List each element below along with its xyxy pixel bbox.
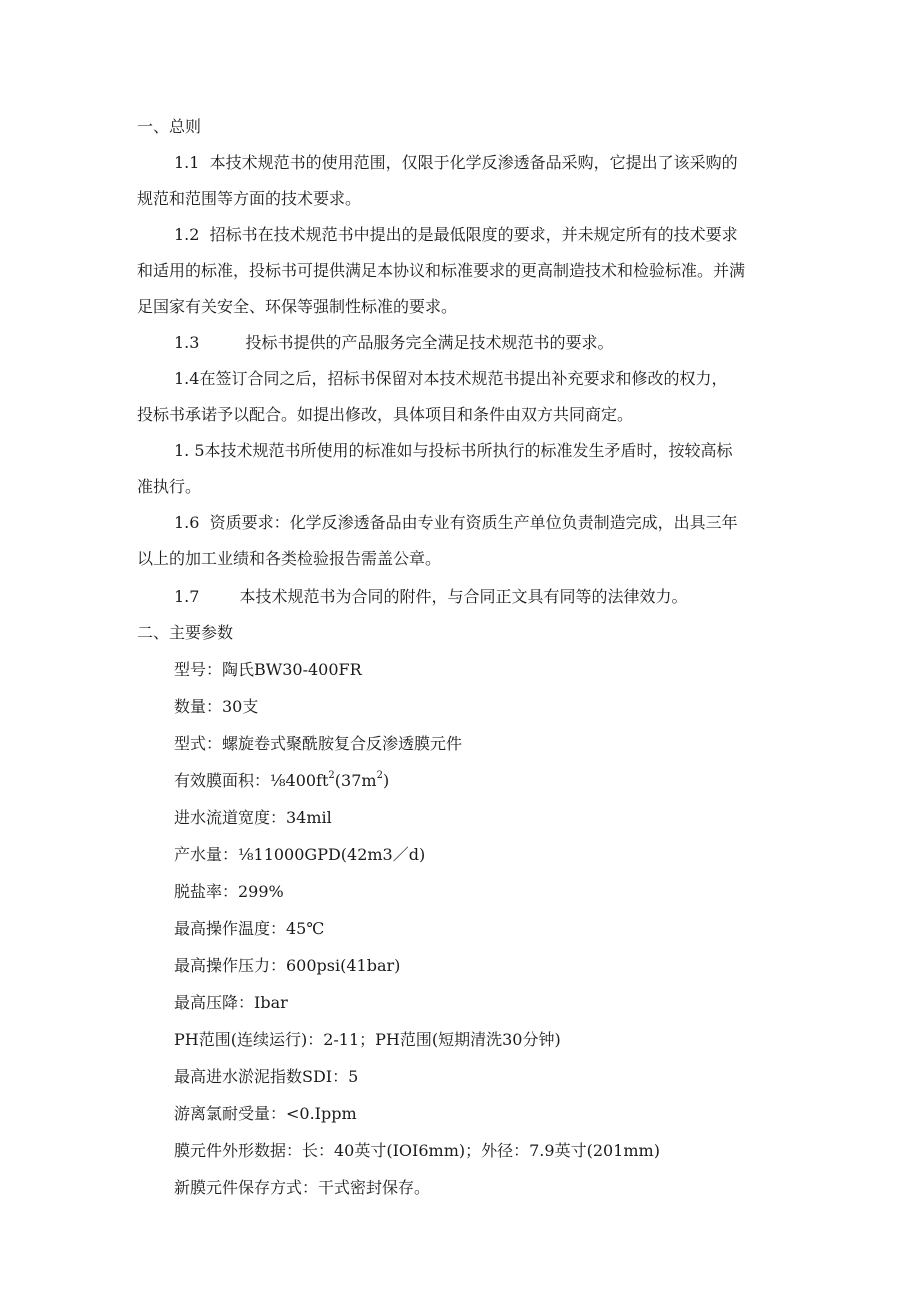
clause-1-5-line-1: 1. 5本技术规范书所使用的标准如与投标书所执行的标准发生矛盾时，按较高标: [174, 441, 733, 460]
clause-number: 1.1: [174, 153, 200, 172]
param-storage: 新膜元件保存方式：干式密封保存。: [174, 1178, 431, 1197]
clause-text: 投标书提供的产品服务完全满足技术规范书的要求。: [245, 333, 614, 352]
clause-number: 1.2: [174, 225, 200, 244]
param-rejection: 脱盐率：299%: [174, 882, 284, 901]
area-text: ): [382, 771, 390, 790]
param-membrane-area: [174, 771, 389, 791]
clause-1-4-line-2: 投标书承诺予以配合。如提出修改，具体项目和条件由双方共同商定。: [137, 405, 634, 424]
clause-1-2-line-3: 足国家有关安全、环保等强制性标准的要求。: [137, 297, 458, 316]
param-type: 型式：螺旋卷式聚酰胺复合反渗透膜元件: [174, 734, 463, 753]
clause-number: 1.6: [174, 513, 200, 532]
clause-1-6-line-2: 以上的加工业绩和各类检验报告需盖公章。: [137, 549, 442, 568]
clause-1-4-line-1: 1.4在签订合同之后，招标书保留对本技术规范书提出补充要求和修改的权力，: [174, 369, 728, 388]
param-feed-channel: 进水流道宽度：34mil: [174, 808, 332, 827]
clause-text: 本技术规范书为合同的附件，与合同正文具有同等的法律效力。: [239, 587, 688, 606]
param-sdi: 最高进水淤泥指数SDI：5: [174, 1067, 359, 1086]
param-max-pressure: 最高操作压力：600psi(41bar): [174, 956, 401, 975]
param-dimensions: 膜元件外形数据：长：40英寸(IOI6mm)；外径：7.9英寸(201mm): [174, 1141, 660, 1160]
clause-text: 资质要求：化学反渗透备品由专业有资质生产单位负责制造完成，出具三年: [209, 513, 738, 532]
param-max-drop: 最高压降：Ibar: [174, 993, 288, 1012]
clause-text: 本技术规范书的使用范围，仅限于化学反渗透备品采购，它提出了该采购的: [209, 153, 738, 172]
param-max-temp: 最高操作温度：45℃: [174, 919, 325, 938]
param-quantity: 数量：30支: [174, 697, 259, 716]
clause-1-2-line-2: 和适用的标准，投标书可提供满足本协议和标准要求的更高制造技术和检验标准。并满: [137, 261, 746, 280]
param-ph-range: PH范围(连续运行)：2-11；PH范围(短期清洗30分钟): [174, 1030, 561, 1049]
param-chlorine: 游离氯耐受量：<0.Ippm: [174, 1104, 357, 1123]
section-heading-parameters: 二、主要参数: [137, 623, 234, 642]
clause-1-1-line-1: [174, 153, 738, 173]
area-text: (37m: [334, 771, 377, 790]
clause-1-3: [174, 333, 613, 353]
clause-1-1-line-2: 规范和范围等方面的技术要求。: [137, 189, 362, 208]
clause-number: 1.3: [174, 333, 200, 352]
param-flow: 产水量：⅛11000GPD(42m3／d): [174, 845, 426, 864]
clause-1-6-line-1: [174, 513, 738, 533]
clause-1-2-line-1: [174, 225, 738, 245]
param-model: 型号：陶氏BW30-400FR: [174, 660, 362, 679]
clause-1-7: [174, 587, 687, 607]
clause-number: 1.7: [174, 587, 200, 606]
area-superscript: 2: [328, 769, 335, 781]
area-superscript: 2: [376, 769, 383, 781]
section-heading-general: 一、总则: [137, 117, 202, 136]
area-text: 有效膜面积：⅛400ft: [174, 771, 329, 790]
clause-1-5-line-2: 准执行。: [137, 477, 202, 496]
clause-text: 招标书在技术规范书中提出的是最低限度的要求，并未规定所有的技术要求: [209, 225, 738, 244]
